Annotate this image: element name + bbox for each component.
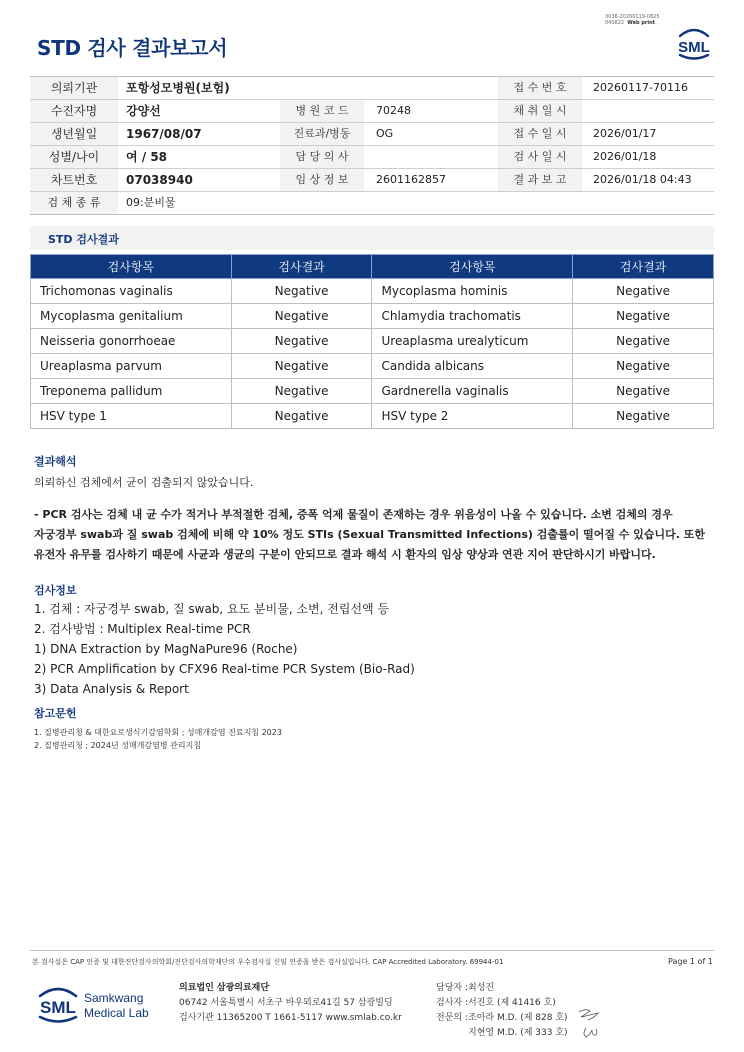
table-row bbox=[31, 354, 714, 379]
table-row bbox=[31, 379, 714, 404]
info-row bbox=[30, 169, 714, 192]
test-info-line: 2. 검사방법 : Multiplex Real-time PCR bbox=[34, 622, 251, 636]
test-info-list bbox=[34, 599, 415, 699]
info-row bbox=[30, 192, 714, 215]
references-heading: 참고문헌 bbox=[34, 707, 77, 720]
test-item: Trichomonas vaginalis bbox=[31, 279, 232, 304]
references-list bbox=[34, 726, 282, 752]
interpretation-note bbox=[34, 505, 724, 565]
test-result: Negative bbox=[231, 354, 372, 379]
table-row bbox=[31, 404, 714, 429]
info-value: OG bbox=[376, 127, 394, 140]
reference-line: 1. 질병관리청 & 대한요로생식기감염학회 ; 성매개감염 진료지침 2023 bbox=[34, 728, 282, 737]
note-line: - PCR 검사는 검체 내 균 수가 적거나 부적절한 검체, 증폭 억제 물질이 존재하는 경우 위음성이 나올 수 있습니다. 소변 검체의 경우 bbox=[34, 508, 673, 521]
organization-contact: 검사기관 11365200 T 1661-5117 www.smlab.co.kr bbox=[179, 1013, 402, 1023]
table-row bbox=[31, 329, 714, 354]
info-label: 결 과 보 고 bbox=[498, 169, 582, 191]
note-line: 유전자 유무를 검사하기 때문에 사균과 생균의 구분이 안되므로 결과 해석 시 환자의 임상 양상과 연관 지어 판단하시기 바랍니다. bbox=[34, 548, 656, 561]
info-label: 채 취 일 시 bbox=[498, 100, 582, 122]
info-label: 검 체 종 류 bbox=[30, 192, 118, 214]
certification-note: 본 검사실은 CAP 인증 및 대한진단검사의학회/진단검사의학재단의 우수검사실 신임 인증을 받은 검사실입니다. CAP Accredited Laboratory. 69944-01 bbox=[32, 958, 504, 966]
info-value: 2026/01/17 bbox=[593, 127, 657, 140]
test-item: Ureaplasma urealyticum bbox=[372, 329, 573, 354]
table-row bbox=[31, 279, 714, 304]
footer-divider bbox=[30, 950, 714, 951]
test-result: Negative bbox=[573, 329, 714, 354]
test-item: Mycoplasma genitalium bbox=[31, 304, 232, 329]
test-item: Treponema pallidum bbox=[31, 379, 232, 404]
signature-icon bbox=[576, 1006, 610, 1040]
info-value: 여 / 58 bbox=[126, 150, 168, 164]
logo-mark: SML bbox=[40, 998, 76, 1017]
info-label: 임 상 정 보 bbox=[280, 169, 364, 191]
test-info-line: 3) Data Analysis & Report bbox=[34, 682, 189, 696]
info-row bbox=[30, 123, 714, 146]
test-item: Neisseria gonorrhoeae bbox=[31, 329, 232, 354]
info-label: 의뢰기관 bbox=[30, 77, 118, 99]
test-info-line: 1. 검체 : 자궁경부 swab, 질 swab, 요도 분비물, 소변, 전립선액 등 bbox=[34, 602, 390, 616]
info-value: 20260117-70116 bbox=[593, 81, 688, 94]
info-label: 검 사 일 시 bbox=[498, 146, 582, 168]
test-item: Gardnerella vaginalis bbox=[372, 379, 573, 404]
note-line: 자궁경부 swab과 질 swab 검체에 비해 약 10% 정도 STIs (Sexual Transmitted Infections) 검출률이 떨어질 수 있습니다. 또한 bbox=[34, 528, 706, 541]
organization-info bbox=[179, 981, 402, 1026]
test-result: Negative bbox=[231, 329, 372, 354]
sml-logo-icon bbox=[672, 22, 716, 62]
std-section-header bbox=[30, 226, 714, 250]
info-row bbox=[30, 100, 714, 123]
info-row bbox=[30, 146, 714, 169]
test-result: Negative bbox=[231, 379, 372, 404]
page-number: Page 1 of 1 bbox=[668, 957, 713, 966]
logo-text: SML bbox=[678, 39, 710, 56]
staff-value: 조아라 M.D. (제 828 호) bbox=[468, 1013, 568, 1023]
col-header-item: 검사항목 bbox=[372, 255, 573, 279]
test-result: Negative bbox=[573, 379, 714, 404]
staff-label: 담당자 : bbox=[436, 983, 468, 993]
std-section-title: STD 검사결과 bbox=[48, 233, 119, 246]
info-label: 성별/나이 bbox=[30, 146, 118, 168]
page-title: STD 검사 결과보고서 bbox=[37, 36, 228, 60]
info-label: 병 원 코 드 bbox=[280, 100, 364, 122]
info-label: 접 수 일 시 bbox=[498, 123, 582, 145]
info-label: 담 당 의 사 bbox=[280, 146, 364, 168]
staff-value: 서진호 (제 41416 호) bbox=[468, 998, 556, 1008]
logo-line1: Samkwang bbox=[84, 991, 144, 1005]
reference-line: 2. 질병관리청 ; 2024년 성매개감염병 관리지침 bbox=[34, 741, 202, 750]
info-row bbox=[30, 77, 714, 100]
table-row bbox=[31, 304, 714, 329]
samkwang-logo-icon bbox=[36, 982, 156, 1026]
col-header-result: 검사결과 bbox=[231, 255, 372, 279]
test-result: Negative bbox=[231, 279, 372, 304]
test-item: Mycoplasma hominis bbox=[372, 279, 573, 304]
test-item: Ureaplasma parvum bbox=[31, 354, 232, 379]
staff-label: 검사자 : bbox=[436, 998, 468, 1008]
test-result: Negative bbox=[573, 304, 714, 329]
test-result: Negative bbox=[573, 354, 714, 379]
info-value: 2026/01/18 04:43 bbox=[593, 173, 692, 186]
test-info-line: 2) PCR Amplification by CFX96 Real-time PCR System (Bio-Rad) bbox=[34, 662, 415, 676]
logo-line2: Medical Lab bbox=[84, 1006, 149, 1020]
info-value: 2026/01/18 bbox=[593, 150, 657, 163]
patient-info-table bbox=[30, 76, 714, 215]
info-label: 진료과/병동 bbox=[280, 123, 364, 145]
info-label: 차트번호 bbox=[30, 169, 118, 191]
info-value: 강양선 bbox=[126, 104, 161, 118]
print-code: 3036-20260119-0825 040822 Web print bbox=[605, 14, 660, 26]
test-result: Negative bbox=[573, 404, 714, 429]
interpretation-heading: 결과해석 bbox=[34, 455, 77, 468]
info-label: 접 수 번 호 bbox=[498, 77, 582, 99]
info-value: 07038940 bbox=[126, 173, 193, 187]
organization-name: 의료법인 삼광의료재단 bbox=[179, 983, 270, 993]
organization-address: 06742 서울특별시 서초구 바우뫼로41길 57 삼광빌딩 bbox=[179, 998, 393, 1008]
interpretation-summary: 의뢰하신 검체에서 균이 검출되지 않았습니다. bbox=[34, 476, 254, 489]
staff-label: 전문의 : bbox=[436, 1013, 468, 1023]
col-header-item: 검사항목 bbox=[31, 255, 232, 279]
results-table bbox=[30, 254, 714, 429]
test-result: Negative bbox=[231, 304, 372, 329]
info-value: 2601162857 bbox=[376, 173, 446, 186]
info-value: 포항성모병원(보험) bbox=[126, 81, 230, 95]
test-item: Candida albicans bbox=[372, 354, 573, 379]
test-info-heading: 검사정보 bbox=[34, 584, 77, 597]
test-item: Chlamydia trachomatis bbox=[372, 304, 573, 329]
info-label: 생년월일 bbox=[30, 123, 118, 145]
info-value: 1967/08/07 bbox=[126, 127, 202, 141]
results-header-row bbox=[31, 255, 714, 279]
test-info-line: 1) DNA Extraction by MagNaPure96 (Roche) bbox=[34, 642, 298, 656]
info-value: 09:분비물 bbox=[126, 196, 176, 209]
info-label: 수진자명 bbox=[30, 100, 118, 122]
test-result: Negative bbox=[573, 279, 714, 304]
staff-value: 최성진 bbox=[468, 983, 495, 993]
test-item: HSV type 1 bbox=[31, 404, 232, 429]
test-result: Negative bbox=[231, 404, 372, 429]
info-value: 70248 bbox=[376, 104, 411, 117]
test-item: HSV type 2 bbox=[372, 404, 573, 429]
staff-value: 지현영 M.D. (제 333 호) bbox=[468, 1028, 568, 1038]
col-header-result: 검사결과 bbox=[573, 255, 714, 279]
